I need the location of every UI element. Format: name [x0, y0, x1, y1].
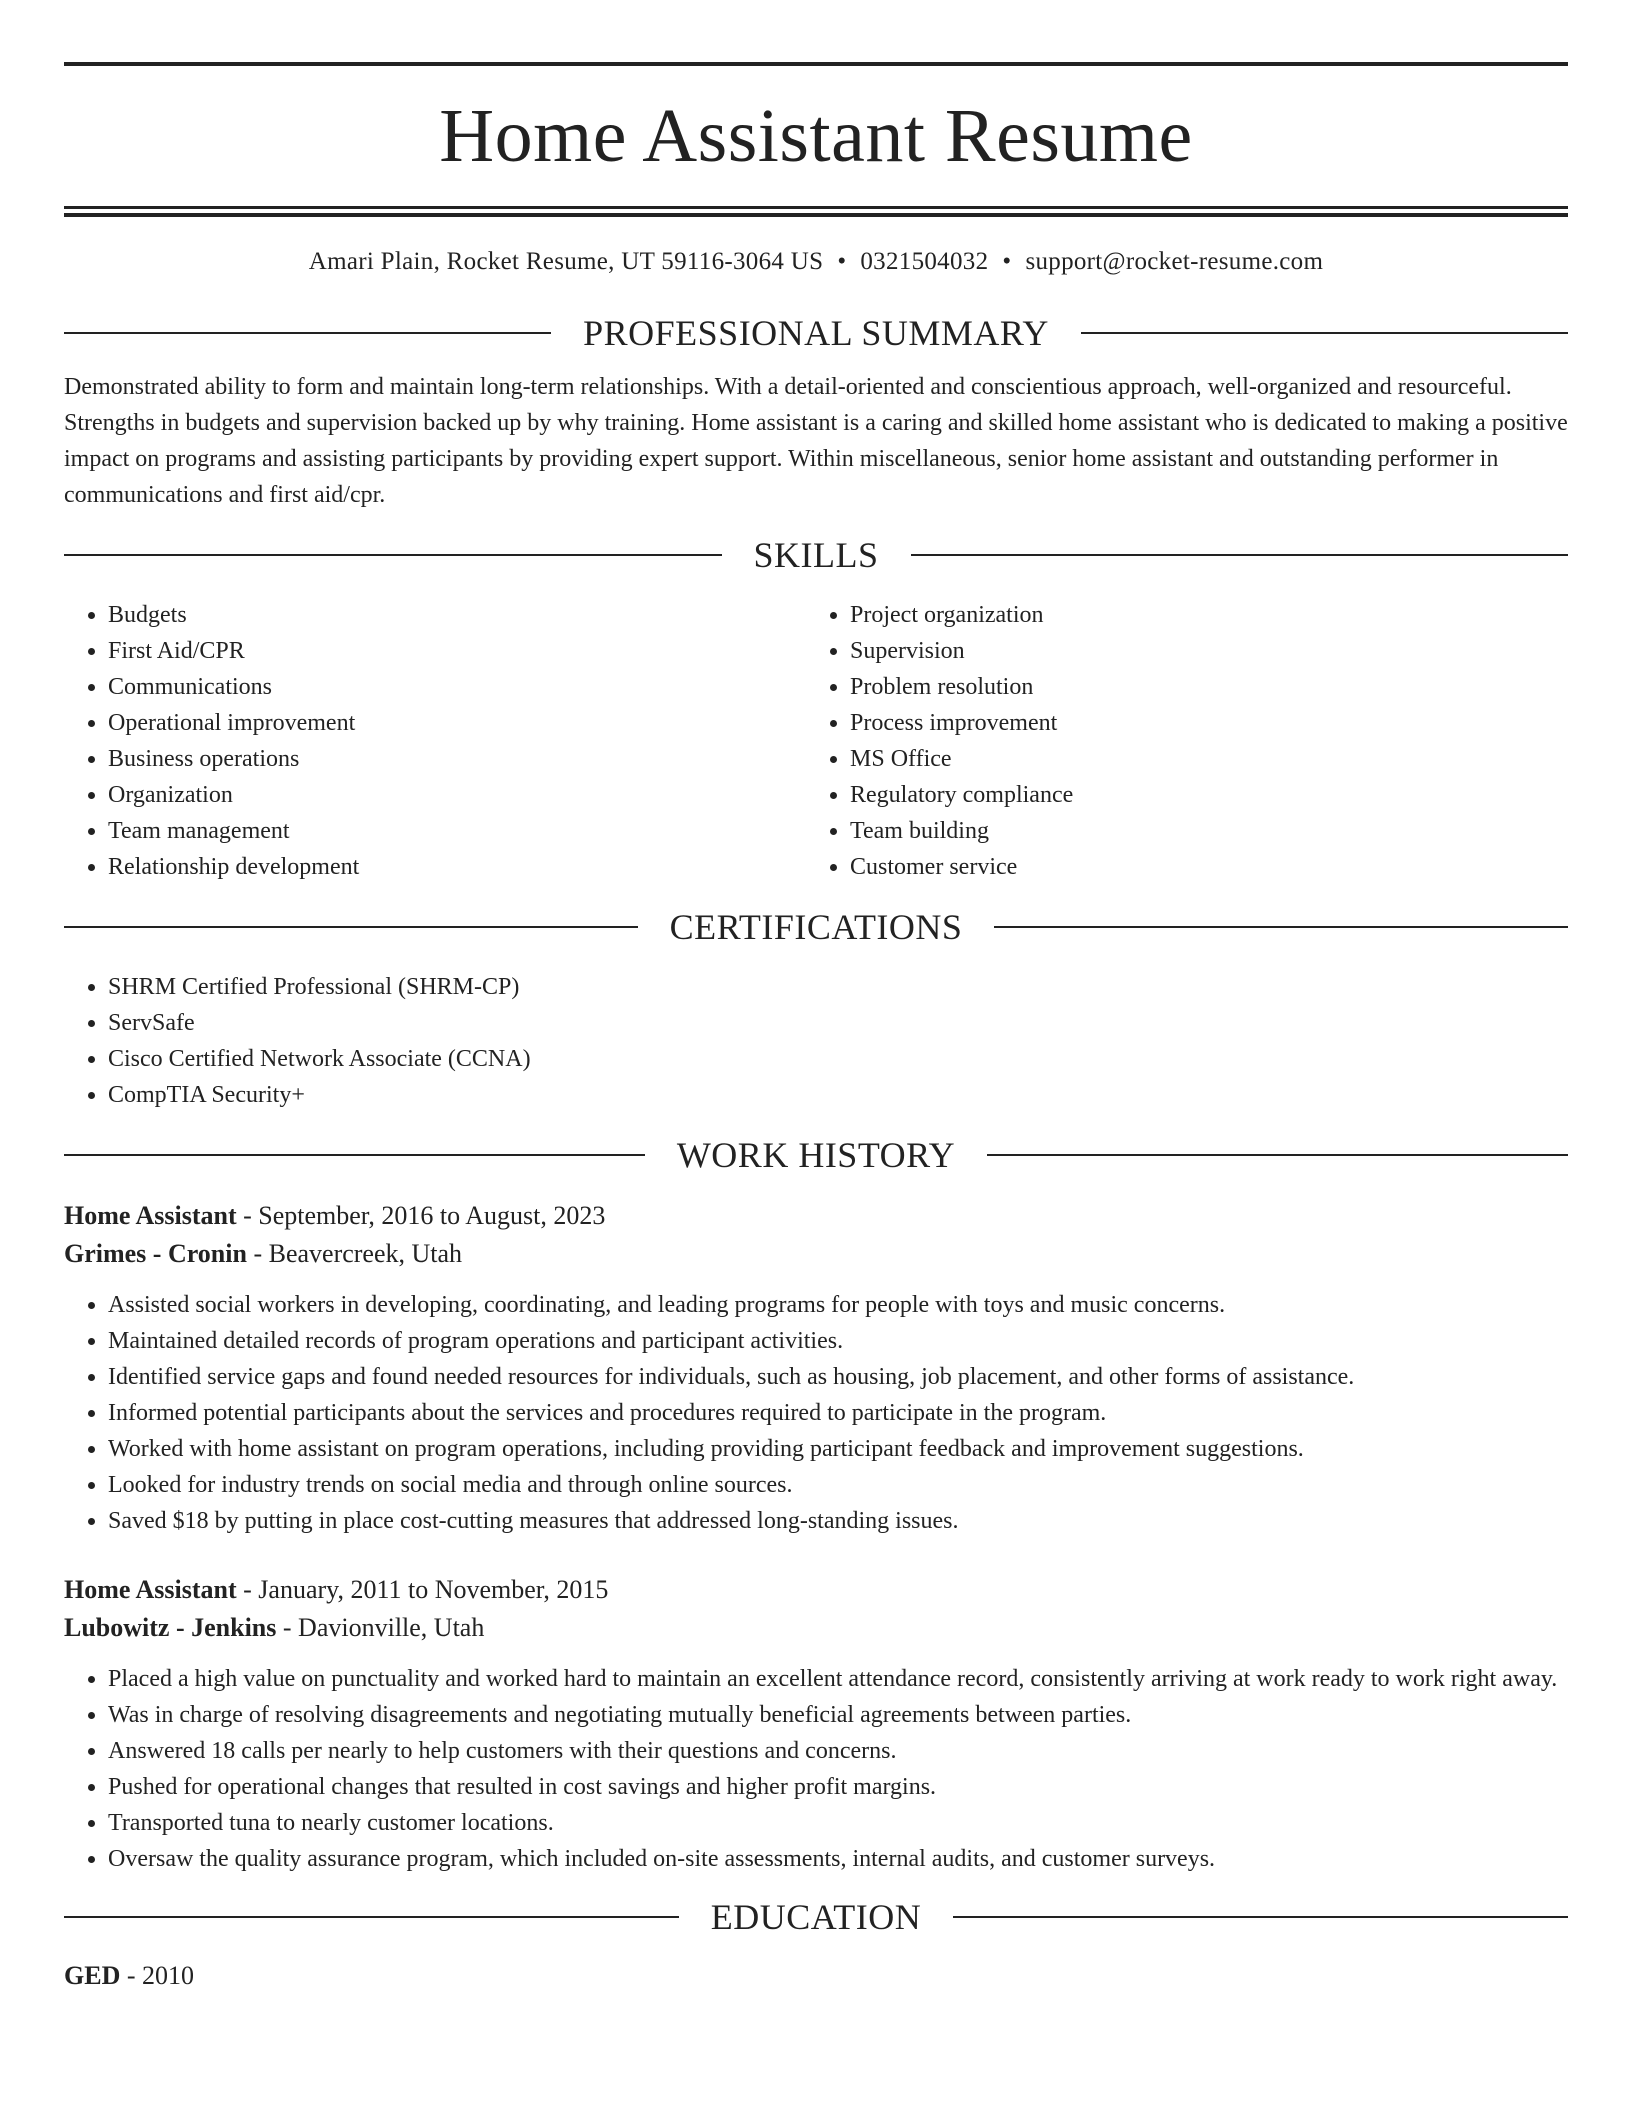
certifications-list — [64, 969, 1568, 1113]
job-entry — [64, 1197, 1568, 1539]
job-location: - Beavercreek, Utah — [246, 1239, 463, 1268]
section-heading-certifications — [64, 909, 1568, 945]
job-title: Home Assistant — [64, 1575, 237, 1604]
contact-line — [64, 247, 1568, 277]
heading-rule — [953, 1916, 1568, 1918]
job-duty: • Pushed for operational changes that resulted in cost savings and higher profit margins. — [108, 1769, 1568, 1805]
heading-rule — [64, 332, 551, 334]
skill-item: • Regulatory compliance — [850, 777, 1548, 813]
certification-item: • SHRM Certified Professional (SHRM-CP) — [108, 969, 1568, 1005]
job-duty: • Looked for industry trends on social media and through online sources. — [108, 1467, 1568, 1503]
job-duty: • Transported tuna to nearly customer locations. — [108, 1805, 1568, 1841]
skill-item: • Operational improvement — [108, 705, 806, 741]
job-duty: • Identified service gaps and found needed resources for individuals, such as housing, job placement, and other forms of assistance. — [108, 1359, 1568, 1395]
section-title: PROFESSIONAL SUMMARY — [583, 313, 1049, 353]
skill-item: • Problem resolution — [850, 669, 1548, 705]
job-duty: • Oversaw the quality assurance program, which included on-site assessments, internal audits, and customer surveys. — [108, 1841, 1568, 1877]
resume-title: Home Assistant Resume — [439, 94, 1193, 178]
heading-rule — [987, 1154, 1568, 1156]
job-company: Lubowitz - Jenkins — [64, 1613, 277, 1642]
contact-phone: 0321504032 — [860, 248, 989, 275]
heading-rule — [64, 1154, 645, 1156]
job-dates: - January, 2011 to November, 2015 — [236, 1575, 609, 1604]
job-company-line — [64, 1235, 1568, 1273]
job-title-line — [64, 1197, 1568, 1235]
skills-column-left — [64, 597, 806, 885]
job-title-line — [64, 1571, 1568, 1609]
job-duty: • Informed potential participants about the services and procedures required to participate in the program. — [108, 1395, 1568, 1431]
section-heading-work-history — [64, 1137, 1568, 1173]
skill-item: • Team management — [108, 813, 806, 849]
skill-item: • Project organization — [850, 597, 1548, 633]
job-title: Home Assistant — [64, 1201, 237, 1230]
title-double-rule — [64, 206, 1568, 217]
job-duty: • Was in charge of resolving disagreements and negotiating mutually beneficial agreements between parties. — [108, 1697, 1568, 1733]
job-duty: • Placed a high value on punctuality and worked hard to maintain an excellent attendance record, consistently arriving at work ready to work right away. — [108, 1661, 1568, 1697]
job-location: - Davionville, Utah — [276, 1613, 485, 1642]
certification-item: • Cisco Certified Network Associate (CCNA) — [108, 1041, 1568, 1077]
section-title: EDUCATION — [710, 1897, 922, 1937]
contact-separator: • — [1002, 248, 1012, 275]
skill-item: • Process improvement — [850, 705, 1548, 741]
job-duty: • Worked with home assistant on program operations, including providing participant feedback and improvement suggestions. — [108, 1431, 1568, 1467]
skill-item: • MS Office — [850, 741, 1548, 777]
section-heading-summary — [64, 315, 1568, 351]
section-heading-education — [64, 1899, 1568, 1935]
certification-item: • ServSafe — [108, 1005, 1568, 1041]
heading-rule — [64, 1916, 679, 1918]
job-duties-list — [64, 1661, 1568, 1877]
section-heading-skills — [64, 537, 1568, 573]
section-title: SKILLS — [753, 535, 879, 575]
summary-text: Demonstrated ability to form and maintain long-term relationships. With a detail-oriented and conscientious approach, well-organized and resourceful. Strengths in budgets and supervision backed up by why training. Home assistant is a caring and skilled home assistant who is dedicated to making a positive impact on programs and assisting participants by providing expert support. Within miscellaneous, senior home assistant and outstanding performer in communications and first aid/cpr. — [64, 374, 1568, 508]
job-entry — [64, 1571, 1568, 1877]
education-degree: GED — [64, 1961, 121, 1990]
job-duty: • Assisted social workers in developing, coordinating, and leading programs for people with toys and music concerns. — [108, 1287, 1568, 1323]
education-entry — [64, 1957, 1568, 1995]
skill-item: • Team building — [850, 813, 1548, 849]
education-year: - 2010 — [120, 1961, 195, 1990]
section-title: WORK HISTORY — [676, 1135, 956, 1175]
heading-rule — [911, 554, 1569, 556]
heading-rule — [64, 926, 638, 928]
certification-item: • CompTIA Security+ — [108, 1077, 1568, 1113]
section-title: CERTIFICATIONS — [669, 907, 963, 947]
skill-item: • First Aid/CPR — [108, 633, 806, 669]
skill-item: • Business operations — [108, 741, 806, 777]
job-duty: • Maintained detailed records of program operations and participant activities. — [108, 1323, 1568, 1359]
contact-email: support@rocket-resume.com — [1025, 248, 1324, 275]
skills-column-right — [806, 597, 1548, 885]
skill-item: • Budgets — [108, 597, 806, 633]
job-dates: - September, 2016 to August, 2023 — [236, 1201, 606, 1230]
contact-address: Amari Plain, Rocket Resume, UT 59116-3064 US — [308, 248, 824, 275]
job-duty: • Saved $18 by putting in place cost-cutting measures that addressed long-standing issues. — [108, 1503, 1568, 1539]
heading-rule — [1081, 332, 1568, 334]
heading-rule — [64, 554, 722, 556]
skill-item: • Organization — [108, 777, 806, 813]
job-company: Grimes - Cronin — [64, 1239, 247, 1268]
skill-item: • Customer service — [850, 849, 1548, 885]
skills-list — [64, 597, 1568, 885]
skill-item: • Communications — [108, 669, 806, 705]
skill-item: • Supervision — [850, 633, 1548, 669]
job-duties-list — [64, 1287, 1568, 1539]
skill-item: • Relationship development — [108, 849, 806, 885]
contact-separator: • — [837, 248, 847, 275]
heading-rule — [994, 926, 1568, 928]
job-company-line — [64, 1609, 1568, 1647]
job-duty: • Answered 18 calls per nearly to help customers with their questions and concerns. — [108, 1733, 1568, 1769]
